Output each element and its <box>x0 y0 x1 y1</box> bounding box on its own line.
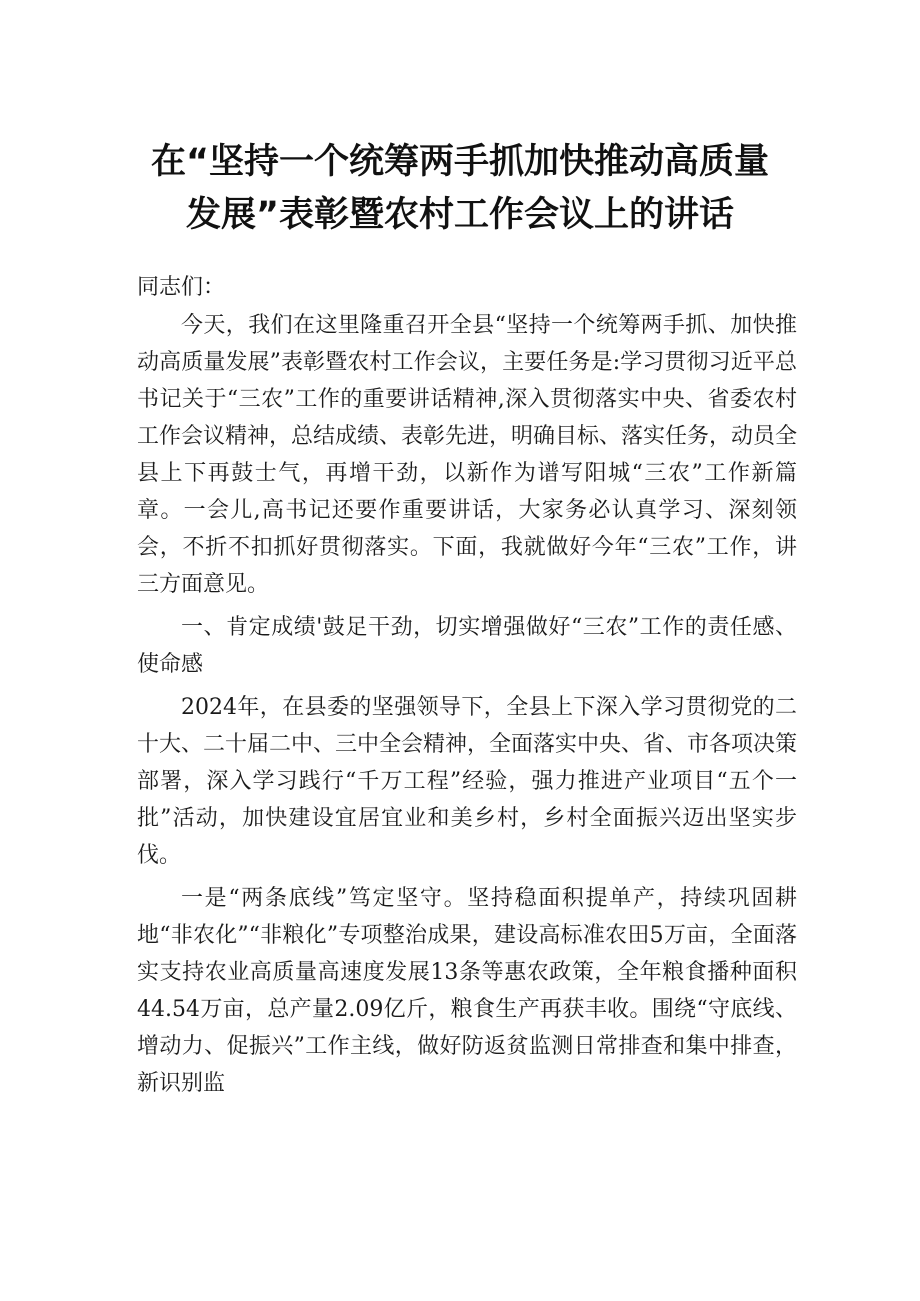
document-title-line-2: 发展”表彰暨农村工作会议上的讲话 <box>185 195 734 235</box>
salutation: 同志们： <box>137 275 226 300</box>
paragraph-opening: 今天，我们在这里隆重召开全县“坚持一个统筹两手抓、加快推动高质量发展”表彰暨农村工作会议，主要任务是:学习贯彻习近平总书记关于“三农”工作的重要讲话精神,深入贯彻落实中央、省委农村工作会议精神，总结成绩、表彰先进，明确目标、落实任务，动员全县上下再鼓士气，再增干劲，以新作为谱写阳城“三农”工作新篇章。一会儿,高书记还要作重要讲话，大家务必认真学习、深刻领会，不折不扣抓好贯彻落实。下面，我就做好今年“三农”工作，讲三方面意见。 <box>137 313 798 597</box>
document-body <box>137 269 797 1108</box>
paragraph-two-bottom-lines: 一是“两条底线”笃定坚守。坚持稳面积提单产，持续巩固耕地“非农化”“非粮化”专项整治成果，建设高标准农田5万亩，全面落实支持农业高质量高速度发展13条等惠农政策，全年粮食播种面积44.54万亩，总产量2.09亿斤，粮食生产再获丰收。围绕“守底线、增动力、促振兴”工作主线，做好防返贫监测日常排查和集中排查，新识别监 <box>137 886 797 1096</box>
document-title-line-1: 在“坚持一个统筹两手抓加快推动高质量 <box>150 142 769 182</box>
section-heading-1: 一、肯定成绩'鼓足干劲，切实增强做好“三农”工作的责任感、使命感 <box>137 615 797 677</box>
paragraph-achievements: 2024年，在县委的坚强领导下，全县上下深入学习贯彻党的二十大、二十届二中、三中全会精神，全面落实中央、省、市各项决策部署，深入学习践行“千万工程”经验，强力推进产业项目“五个一批”活动，加快建设宜居宜业和美乡村，乡村全面振兴迈出坚实步伐。 <box>137 695 798 868</box>
